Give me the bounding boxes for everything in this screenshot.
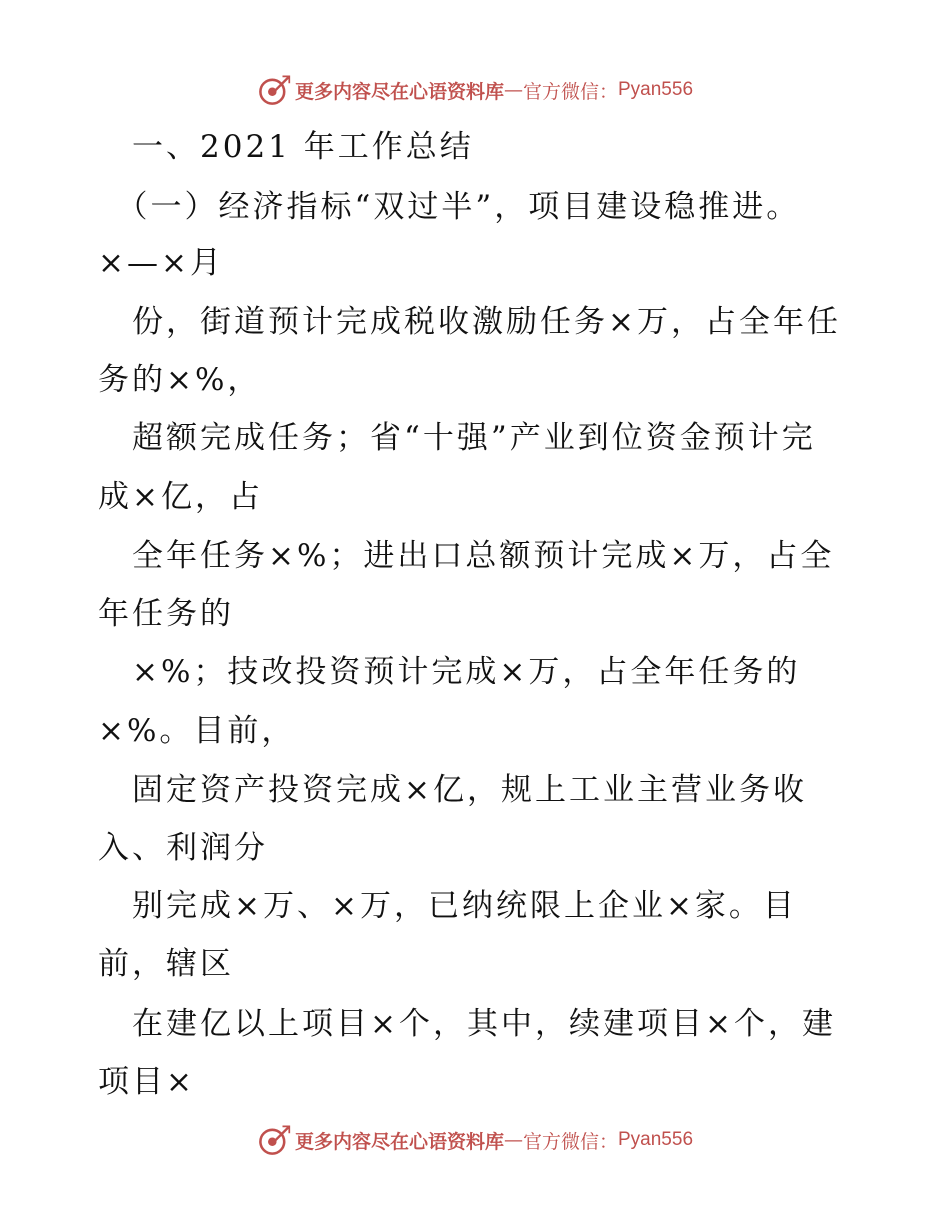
pen-logo-icon — [257, 1123, 291, 1157]
body-line: 超额完成任务；省“十强”产业到位资金预计完 — [98, 420, 816, 456]
body-line: ×—×月 — [98, 245, 224, 281]
section-heading: 一、2021 年工作总结 — [98, 129, 474, 165]
body-line: 成×亿，占 — [98, 479, 263, 515]
body-line: 份，街道预计完成税收激励任务×万，占全年任 — [98, 304, 841, 340]
footer-watermark — [0, 1120, 950, 1160]
watermark-main-text: 更多内容尽在心语资料库 — [294, 80, 504, 103]
header-watermark — [0, 70, 950, 110]
watermark-wechat-id: Pyan556 — [618, 79, 694, 100]
body-line: ×%；技改投资预计完成×万，占全年任务的 — [98, 654, 801, 690]
watermark-main-text: 更多内容尽在心语资料库 — [294, 1130, 504, 1153]
body-line: 固定资产投资完成×亿，规上工业主营业务收 — [98, 772, 807, 808]
watermark-dash: — — [503, 1129, 523, 1151]
watermark-wechat-id: Pyan556 — [618, 1129, 694, 1150]
body-line: 入、利润分 — [98, 830, 268, 866]
body-line: 项目× — [98, 1064, 195, 1100]
body-line: 全年任务×%；进出口总额预计完成×万，占全 — [98, 538, 835, 574]
body-line: 在建亿以上项目×个，其中，续建项目×个，建 — [98, 1006, 836, 1042]
body-line: 别完成×万、×万，已纳统限上企业×家。目 — [98, 888, 797, 924]
body-line: 前，辖区 — [98, 946, 234, 982]
subsection-heading: （一）经济指标“双过半”，项目建设稳推进。 — [98, 189, 801, 225]
body-line: ×%。目前， — [98, 713, 296, 749]
pen-logo-icon — [257, 73, 291, 107]
watermark-dash: — — [503, 79, 523, 101]
body-line: 务的×%， — [98, 362, 262, 398]
body-line: 年任务的 — [98, 596, 234, 632]
watermark-label: 官方微信： — [522, 1130, 618, 1153]
watermark-label: 官方微信： — [522, 80, 618, 103]
